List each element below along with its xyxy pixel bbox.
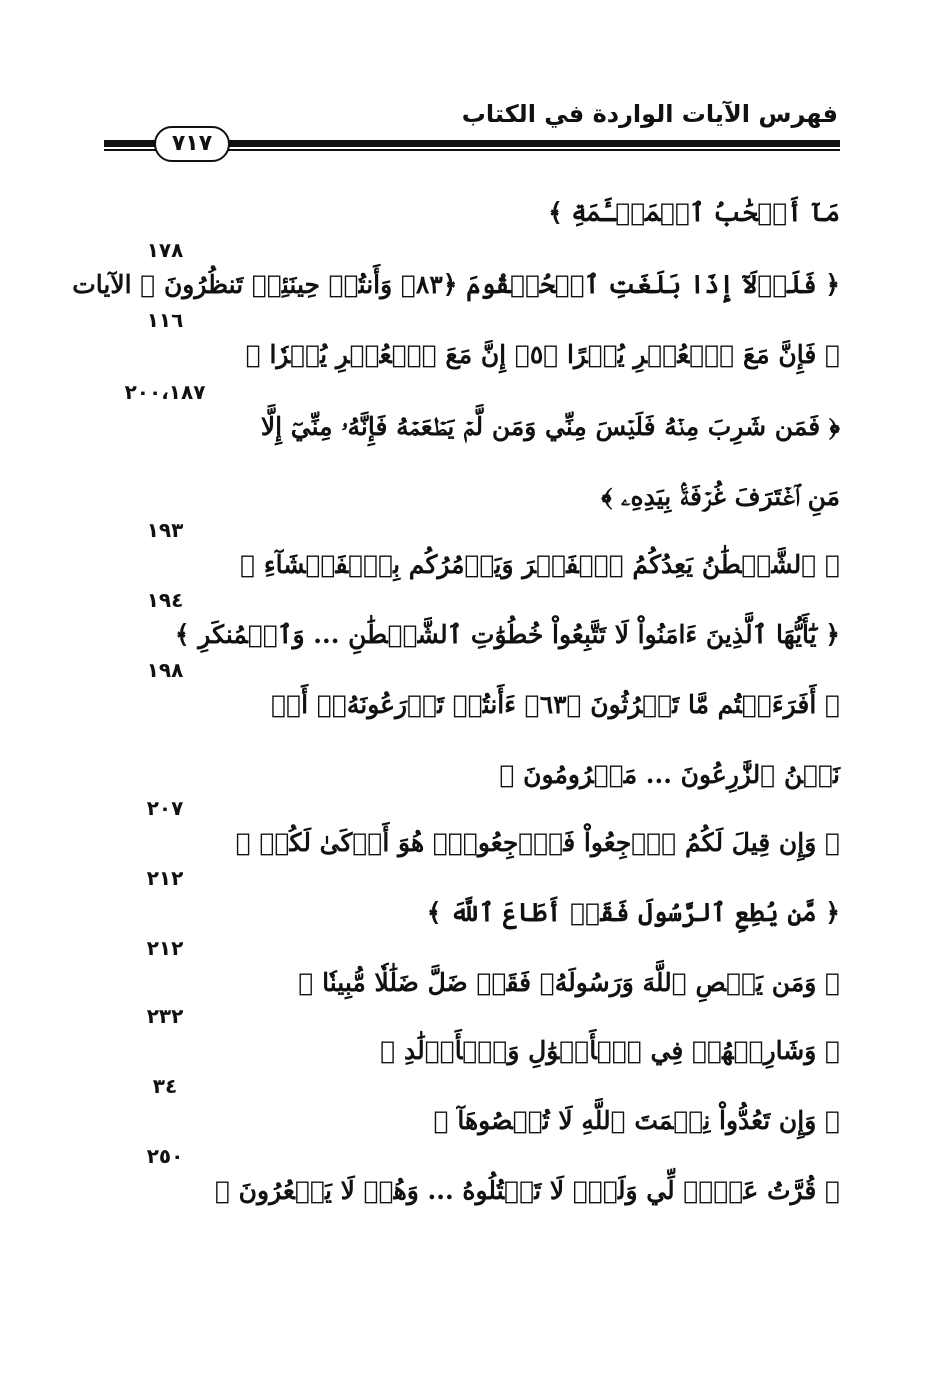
verse-text: مَآ أَصۡحَٰبُ ٱلۡمَشۡـَٔمَةِ ﴾ [548, 198, 840, 227]
page-refs: ٢٠٠،١٨٧ [124, 380, 206, 404]
page-refs: ١١٦ [146, 308, 184, 332]
page-number-badge: ٧١٧ [154, 126, 230, 162]
page-refs: ٢٠٧ [146, 796, 184, 820]
verse-text: ﴿ وَمَن يَعۡصِ ٱللَّهَ وَرَسُولَهُۥ فَقَدۡ ضَلَّ ضَلَٰلٗا مُّبِينٗا ﴾ [298, 968, 840, 997]
verse-text: ﴿ فَإِنَّ مَعَ ٱلۡعُسۡرِ يُسۡرًا ﴿٥﴾ إِنَّ مَعَ ٱلۡعُسۡرِ يُسۡرٗا ﴾ [245, 340, 840, 369]
verse-text: ﴿ وَإِن تَعُدُّواْ نِعۡمَتَ ٱللَّهِ لَا تُحۡصُوهَآ ﴾ [433, 1106, 840, 1135]
page-refs: ٣٤ [152, 1074, 178, 1098]
verse-text: ﴿ ٱلشَّيۡطَٰنُ يَعِدُكُمُ ٱلۡفَقۡرَ وَيَأۡمُرُكُم بِٱلۡفَحۡشَآءِ ﴾ [240, 550, 840, 579]
verse-text: ﴿ مَّن يُطِعِ ٱلرَّسُولَ فَقَدۡ أَطَاعَ ٱللَّهَ ﴾ [426, 898, 840, 927]
page-refs: ١٧٨ [146, 238, 184, 262]
verse-text: ﴿ فَمَن شَرِبَ مِنۡهُ فَلَيۡسَ مِنِّي وَمَن لَّمۡ يَطۡعَمۡهُ فَإِنَّهُۥ مِنِّيٓ إِلَّا مَنِ ٱغۡتَرَفَ غُرۡفَةَۢ بِيَدِهِۦ ﴾ [260, 412, 840, 511]
page-header-title: فهرس الآيات الواردة في الكتاب [461, 100, 838, 128]
page-refs: ١٩٣ [146, 518, 184, 542]
page-refs: ٢٣٢ [146, 1004, 184, 1028]
verse-text: ﴿ قُرَّتُ عَيۡنٖ لِّي وَلَكَۖ لَا تَقۡتُلُوهُ ... وَهُمۡ لَا يَشۡعُرُونَ ﴾ [214, 1176, 840, 1205]
page-refs: ٢٥٠ [146, 1144, 184, 1168]
verse-text: ﴿ فَلَوۡلَآ إِذَا بَلَغَتِ ٱلۡحُلۡقُومَ ﴿٨٣﴾ وَأَنتُمۡ حِينَئِذٖ تَنظُرُونَ ﴾ الآيات [72, 270, 840, 299]
verse-text: ﴿ يَٰٓأَيُّهَا ٱلَّذِينَ ءَامَنُواْ لَا تَتَّبِعُواْ خُطُوَٰتِ ٱلشَّيۡطَٰنِ ... وَٱلۡمُنكَرِ ﴾ [174, 620, 840, 649]
page-refs: ٢١٢ [146, 866, 184, 890]
verse-text: ﴿ وَشَارِكۡهُمۡ فِي ٱلۡأَمۡوَٰلِ وَٱلۡأَوۡلَٰدِ ﴾ [380, 1036, 840, 1065]
verse-text: ﴿ أَفَرَءَيۡتُم مَّا تَحۡرُثُونَ ﴿٦٣﴾ ءَأَنتُمۡ تَزۡرَعُونَهُۥٓ أَمۡ نَحۡنُ ٱلزَّٰرِعُونَ ... مَحۡرُومُونَ ﴾ [271, 690, 840, 789]
verse-text: ﴿ وَإِن قِيلَ لَكُمُ ٱرۡجِعُواْ فَٱرۡجِعُواْۖ هُوَ أَزۡكَىٰ لَكُمۡ ﴾ [235, 828, 840, 857]
page-refs: ١٩٨ [146, 658, 184, 682]
page-refs: ٢١٢ [146, 936, 184, 960]
page-refs: ١٩٤ [146, 588, 184, 612]
